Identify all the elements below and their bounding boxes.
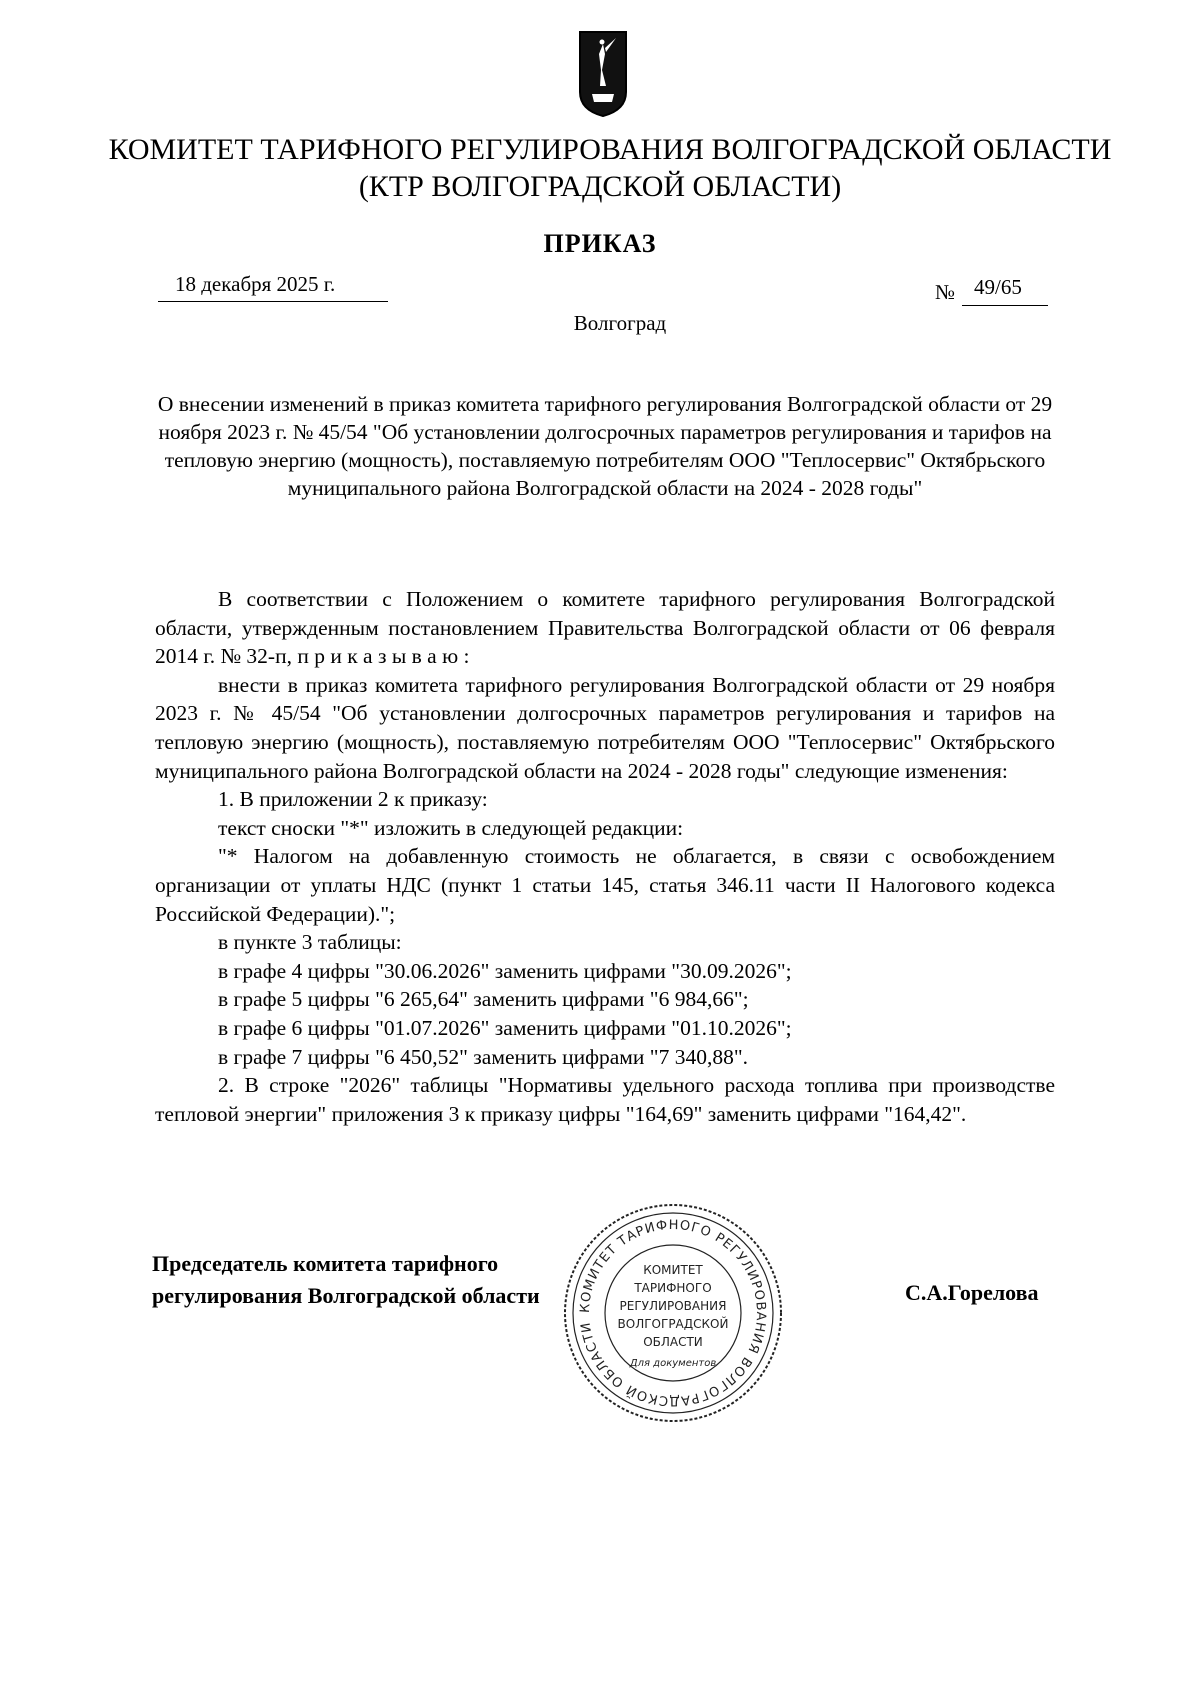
stamp-inner-line-3: РЕГУЛИРОВАНИЯ bbox=[619, 1299, 727, 1313]
body-paragraph-footnote-text: "* Налогом на добавленную стоимость не облагается, в связи с освобождением организации от уплаты НДС (пункт 1 статьи 145, статья 346.11 части II Налогового кодекса Российской Федерации)."; bbox=[155, 844, 1055, 926]
date-underline bbox=[158, 301, 388, 302]
official-stamp bbox=[560, 1200, 786, 1426]
order-date: 18 декабря 2025 г. bbox=[175, 272, 336, 296]
body-paragraph-item-1: 1. В приложении 2 к приказу: bbox=[218, 787, 488, 812]
body-paragraph-column-5: в графе 5 цифры "6 265,64" заменить цифрами "6 984,66"; bbox=[218, 987, 749, 1012]
order-city: Волгоград bbox=[573, 311, 667, 335]
signer-title-line-1: Председатель комитета тарифного bbox=[152, 1251, 499, 1276]
order-body bbox=[155, 585, 1055, 1128]
signer-title bbox=[152, 1248, 540, 1312]
body-paragraph-column-6: в графе 6 цифры "01.07.2026" заменить цифрами "01.10.2026"; bbox=[218, 1015, 792, 1040]
order-number-sign: № bbox=[935, 280, 956, 304]
order-number: 49/65 bbox=[974, 275, 1022, 299]
body-paragraph-main: внести в приказ комитета тарифного регулирования Волгоградской области от 29 ноября 2023 г. № 45/54 "Об установлении долгосрочных параметров регулирования и тарифов на тепловую энергию (мощность), поставляемую потребителям ООО "Теплосервис" Октябрьского муниципального района Волгоградской области на 2024 - 2028 годы" следующие изменения: bbox=[155, 672, 1055, 783]
document-type: ПРИКАЗ bbox=[543, 229, 657, 258]
body-paragraph-preamble: В соответствии с Положением о комитете тарифного регулирования Волгоградской области, утвержденным постановлением Правительства Волгоградской области от 06 февраля 2014 г. № 32-п, п р и к а з ы в а ю : bbox=[155, 587, 1055, 669]
stamp-inner-line-2: ТАРИФНОГО bbox=[634, 1281, 712, 1295]
stamp-inner-line-4: ВОЛГОГРАДСКОЙ bbox=[617, 1317, 729, 1331]
body-paragraph-item-2: 2. В строке "2026" таблицы "Нормативы удельного расхода топлива при производстве тепловой энергии" приложения 3 к приказу цифры "164,69" заменить цифрами "164,42". bbox=[155, 1073, 1055, 1126]
org-short-name: (КТР ВОЛГОГРАДСКОЙ ОБЛАСТИ) bbox=[358, 170, 842, 203]
volgograd-coat-of-arms-icon bbox=[578, 30, 628, 118]
body-paragraph-footnote-intro: текст сноски "*" изложить в следующей редакции: bbox=[218, 815, 684, 840]
org-name: КОМИТЕТ ТАРИФНОГО РЕГУЛИРОВАНИЯ ВОЛГОГРАДСКОЙ ОБЛАСТИ bbox=[108, 133, 1112, 166]
svg-text:КОМИТЕТ ТАРИФНОГО РЕГУЛИРОВАНИ bbox=[578, 1218, 768, 1408]
stamp-inner-line-5: ОБЛАСТИ bbox=[643, 1335, 703, 1349]
stamp-outer-text: КОМИТЕТ ТАРИФНОГО РЕГУЛИРОВАНИЯ ВОЛГОГРАДСКОЙ ОБЛАСТИ bbox=[577, 1217, 769, 1409]
body-paragraph-column-7: в графе 7 цифры "6 450,52" заменить цифрами "7 340,88". bbox=[218, 1044, 748, 1069]
signer-title-line-2: регулирования Волгоградской области bbox=[152, 1283, 540, 1308]
body-paragraph-table-intro: в пункте 3 таблицы: bbox=[218, 930, 402, 955]
body-paragraph-column-4: в графе 4 цифры "30.06.2026" заменить цифрами "30.09.2026"; bbox=[218, 958, 792, 983]
number-underline bbox=[962, 305, 1048, 306]
stamp-inner-line-6: Для документов bbox=[629, 1358, 717, 1369]
signer-name: С.А.Горелова bbox=[905, 1280, 1039, 1305]
stamp-inner-line-1: КОМИТЕТ bbox=[643, 1263, 703, 1277]
order-subject: О внесении изменений в приказ комитета тарифного регулирования Волгоградской области от 29 ноября 2023 г. № 45/54 "Об установлении долгосрочных параметров регулирования и тарифов на тепловую энергию (мощность), поставляемую потребителям ООО "Теплосервис" Октябрьского муниципального района Волгоградской области на 2024 - 2028 годы" bbox=[157, 392, 1053, 500]
